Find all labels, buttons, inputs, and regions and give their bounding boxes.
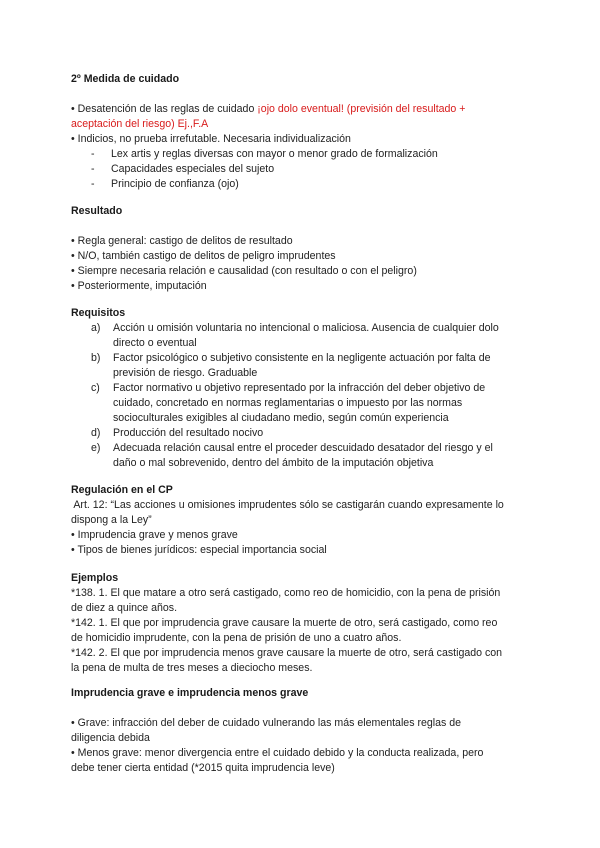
section-requisitos — [71, 306, 541, 471]
text-line: de homicidio imprudente, con la pena de prisión de uno a cuatro años. — [71, 632, 402, 644]
dash-item: - Lex artis y reglas diversas con mayor o menor grado de formalización — [91, 148, 438, 160]
text-line: *142. 2. El que por imprudencia menos grave causare la muerte de otro, será castigado con — [71, 647, 503, 659]
dash-item: - Capacidades especiales del sujeto — [91, 163, 275, 175]
text-line: diligencia debida — [71, 732, 150, 744]
requisito-e: e) Adecuada relación causal entre el proceder descuidado desatador del riesgo y el daño o mal sobrevenido, dentro del ámbito de la imputación objetiva — [91, 442, 493, 469]
requisito-b: b) Factor psicológico o subjetivo consistente en la negligente actuación por falta de previsión de riesgo. Graduable — [91, 352, 491, 379]
requisito-c: c) Factor normativo u objetivo representado por la infracción del deber objetivo de cuidado, concretado en normas reglamentarias o impuesto por las normas socioculturales exigibles al ciudadano medio, según común experiencia — [91, 382, 486, 424]
text-line: de diez a quince años. — [71, 602, 178, 614]
list-item: • Menos grave: menor divergencia entre el cuidado debido y la conducta realizada, pero — [71, 747, 484, 759]
section-ejemplos — [71, 571, 541, 676]
section-medida-de-cuidado — [71, 72, 541, 192]
text-line: dispong a la Ley” — [71, 514, 152, 526]
list-item: • Imprudencia grave y menos grave — [71, 529, 238, 541]
list-item: • Siempre necesaria relación e causalidad (con resultado o con el peligro) — [71, 265, 417, 277]
section-title: 2º Medida de cuidado — [71, 73, 180, 85]
bullet-indicios: • Indicios, no prueba irrefutable. Necesaria individualización — [71, 133, 351, 145]
text-line: *138. 1. El que matare a otro será castigado, como reo de homicidio, con la pena de prisión — [71, 587, 501, 599]
requisito-d: d) Producción del resultado nocivo — [91, 427, 264, 439]
section-title: Regulación en el CP — [71, 484, 173, 496]
bullet-desatencion: • Desatención de las reglas de cuidado ¡ojo dolo eventual! (previsión del resultado + — [71, 103, 466, 115]
text-line: la pena de multa de tres meses a dieciocho meses. — [71, 662, 313, 674]
list-item: • Grave: infracción del deber de cuidado vulnerando las más elementales reglas de — [71, 717, 462, 729]
section-regulacion-cp — [71, 483, 541, 558]
text-line: Art. 12: “Las acciones u omisiones imprudentes sólo se castigarán cuando expresamente lo — [71, 499, 504, 511]
list-item: • N/O, también castigo de delitos de peligro imprudentes — [71, 250, 336, 262]
section-resultado — [71, 204, 541, 294]
red-note: ¡ojo dolo eventual! (previsión del resultado + — [257, 103, 466, 115]
red-note-continued: aceptación del riesgo) Ej.,F.A — [71, 118, 209, 130]
section-title: Imprudencia grave e imprudencia menos grave — [71, 687, 309, 699]
dash-item: - Principio de confianza (ojo) — [91, 178, 239, 190]
list-item: • Posteriormente, imputación — [71, 280, 207, 292]
text-line: *142. 1. El que por imprudencia grave causare la muerte de otro, será castigado, como reo — [71, 617, 498, 629]
list-item: • Regla general: castigo de delitos de resultado — [71, 235, 293, 247]
text-line: debe tener cierta entidad (*2015 quita imprudencia leve) — [71, 762, 335, 774]
section-title: Resultado — [71, 205, 123, 217]
section-title: Ejemplos — [71, 572, 119, 584]
section-imprudencia-grave — [71, 686, 541, 776]
section-title: Requisitos — [71, 307, 126, 319]
requisito-a: a) Acción u omisión voluntaria no intencional o maliciosa. Ausencia de cualquier dolo directo o eventual — [91, 322, 499, 349]
list-item: • Tipos de bienes jurídicos: especial importancia social — [71, 544, 327, 556]
